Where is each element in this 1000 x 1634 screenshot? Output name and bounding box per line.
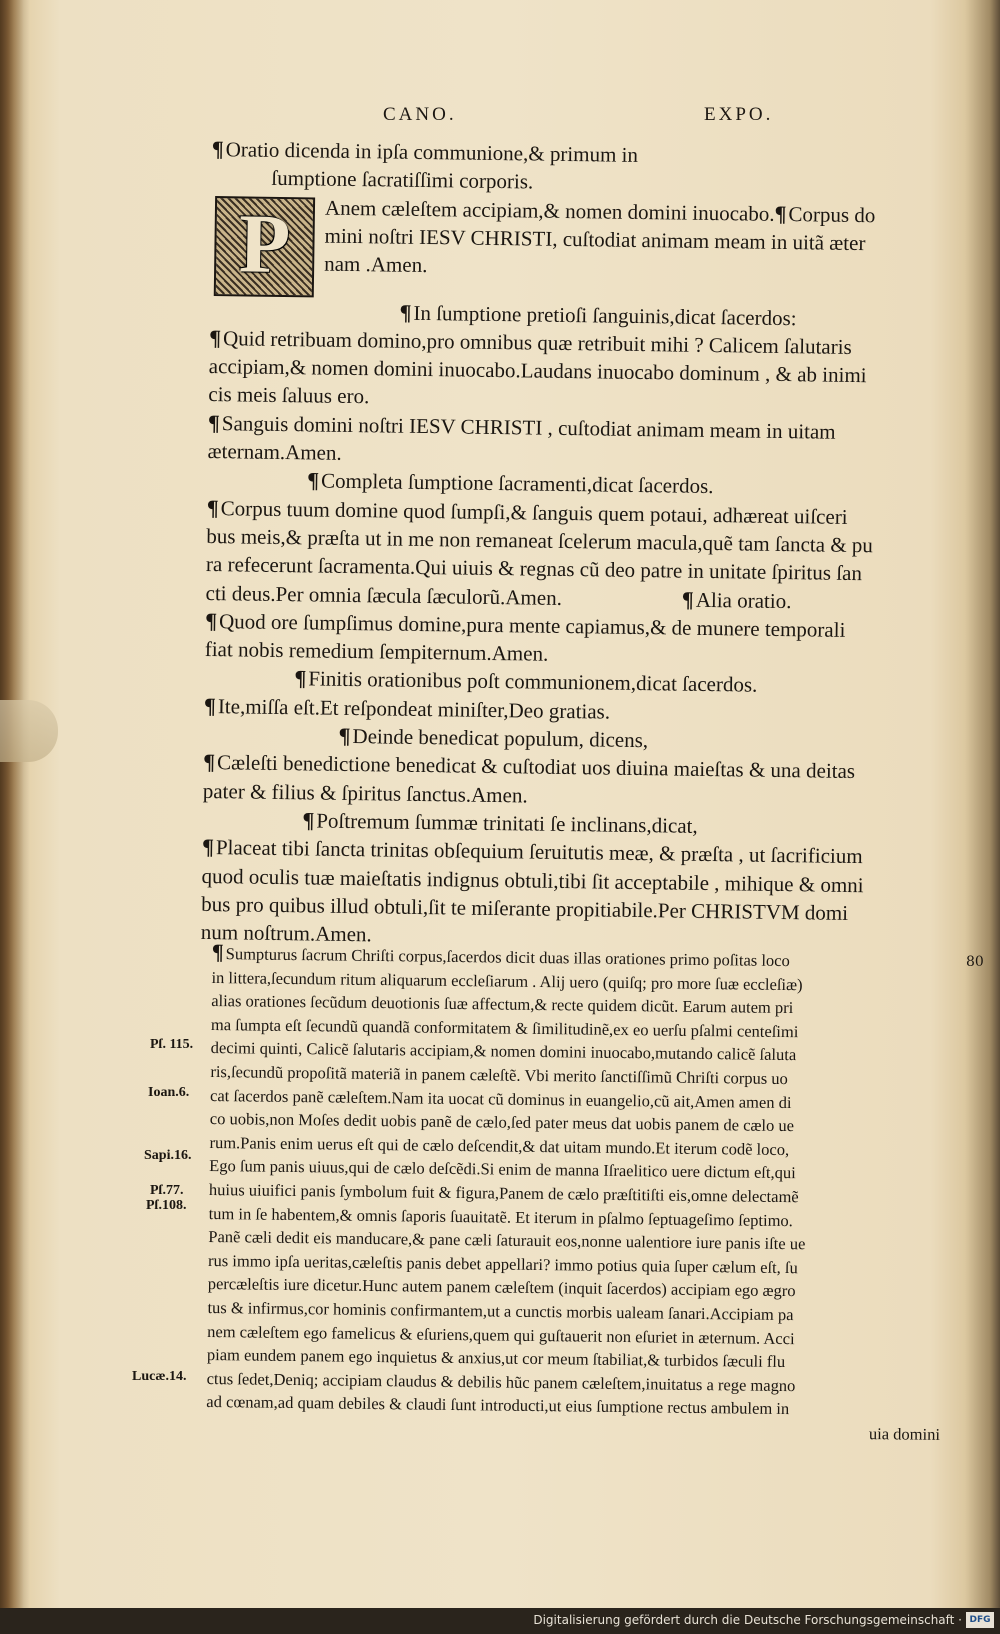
marginal-reference: Pſ.77.: [150, 1183, 184, 1198]
paragraph-mark-icon: ¶: [207, 409, 221, 435]
text-line: num noſtrum.Amen.: [200, 920, 372, 947]
text-line: ¶Finitis orationibus poſt communionem,dicat ſacerdos.: [294, 665, 758, 698]
commentary-line: huius uiuifici panis ſymbolum fuit & figura,Panem de cælo præſtitiſti eis,omne delectamẽ: [208, 1179, 799, 1207]
paragraph-mark-icon: ¶: [211, 939, 224, 965]
paragraph-mark-icon: ¶: [203, 692, 217, 718]
text-line: ¶Corpus tuum domine quod ſumpſi,& ſanguis quem potaui, adhæreat uiſceri: [206, 494, 848, 529]
decorated-initial: P: [214, 196, 315, 297]
commentary-line: alias orationes ſecũdum deuotionis ſuæ affectum,& recte quidem dicũt. Earum autem pri: [211, 991, 794, 1018]
commentary-line: ma ſumpta eſt ſecundũ quandã conformitatem & ſimilitudinẽ,ex eo uerſu pſalmi centeſimi: [210, 1014, 799, 1041]
text-line: nam .Amen.: [324, 251, 428, 278]
paragraph-mark-icon: ¶: [338, 722, 351, 749]
commentary-line: rum.Panis enim uerus eſt qui de cælo deſcendit,& dat uitam mundo.Et iterum codẽ loco,: [209, 1132, 790, 1159]
text-line: mini noſtri IESV CHRISTI, cuſtodiat animam meam in uitã æter: [324, 223, 866, 256]
running-head-right: EXPO.: [704, 104, 774, 125]
paragraph-mark-icon: ¶: [203, 749, 216, 775]
text-line: bus meis,& præſta ut in me non remaneat ſcelerum macula,quẽ tam ſancta & pu: [206, 523, 874, 558]
text-line: ¶Quod ore ſumpſimus domine,pura mente capiamus,& de munere temporali: [205, 607, 846, 642]
commentary-block: [206, 940, 952, 1446]
text-line: ¶Placeat tibi ſancta trinitas obſequium ſeruitutis meæ, & præſta , ut ſacrificium: [201, 834, 863, 869]
paragraph-mark-icon: ¶: [205, 607, 218, 633]
commentary-line: percæleſtis iure dicetur.Hunc autem panem cæleſtem (inquit ſacerdos) accipiam ego ægro: [207, 1274, 796, 1301]
text-line: ſumptione ſacratiſſimi corporis.: [271, 166, 534, 194]
liturgical-text-block: [201, 135, 952, 957]
text-line: quod oculis tuæ maieſtatis indignus obtuli,tibi ſit acceptabile , mihique & omni: [201, 863, 864, 897]
text-line: ¶Quid retribuam domino,pro omnibus quæ retribuit mihi ? Calicem ſalutaris: [208, 324, 852, 359]
text-line: cti deus.Per omnia ſæcula ſæculorũ.Amen. ¶Alia oratio.: [205, 580, 792, 613]
footer-credit: Digitalisierung gefördert durch die Deutsche Forschungsgemeinschaft ·: [533, 1613, 962, 1627]
commentary-line: ¶ Sumpturus ſacrum Chriſti corpus,ſacerdos dicit duas illas orationes primo poſitas loco: [211, 939, 790, 971]
text-line: Anem cæleſtem accipiam,& nomen domini inuocabo.¶Corpus do: [324, 195, 876, 227]
dfg-logo-icon: DFG: [966, 1612, 994, 1628]
text-line: æternam.Amen.: [207, 439, 342, 465]
text-line: bus pro quibus illud obtuli,ſit te miſerante propitiabile.Per CHRISTVM domi: [201, 891, 849, 925]
text-line: ¶In ſumptione pretioſi ſanguinis,dicat ſacerdos:: [399, 299, 797, 330]
paragraph-mark-icon: ¶: [681, 586, 694, 612]
commentary-line: in littera,ſecundum ritum aliquarum eccleſiarum . Alij uero (quiſq; pro more ſuæ eccleſiæ): [211, 967, 803, 994]
marginal-reference: Pſ. 115.: [150, 1037, 194, 1052]
paragraph-mark-icon: ¶: [774, 200, 787, 226]
marginal-reference: Ioan.6.: [148, 1085, 190, 1100]
commentary-line: cat ſacerdos panẽ cæleſtem.Nam ita uocat cũ dominus in euangelio,cũ ait,Amen amen di: [209, 1085, 792, 1112]
digitization-footer: [0, 1608, 1000, 1634]
commentary-line: ctus ſedet,Deniq; accipiam claudus & debilis hũc panem cæleſtem,inuitatus a rege magno: [206, 1368, 796, 1395]
marginal-reference: Pſ.108.: [146, 1198, 187, 1213]
commentary-line: tus & infirmus,cor hominis confirmantem,ut a cunctis morbis ualeam ſanari.Accipiam pa: [207, 1297, 794, 1325]
folio-number: 80: [966, 954, 984, 970]
paragraph-mark-icon: ¶: [294, 665, 307, 691]
commentary-line: Ego ſum panis uiuus,qui de cælo deſcẽdi.Si enim de manna Iſraelitico uere dictum eſt,qui: [209, 1156, 796, 1183]
marginal-reference: Lucæ.14.: [132, 1369, 187, 1384]
commentary-line: ris,ſecundũ propoſitã materiã in panem cæleſtẽ. Vbi merito ſanctiſſimũ Chriſti corpus uo: [210, 1061, 788, 1089]
paragraph-mark-icon: ¶: [208, 324, 222, 351]
text-line: ¶Completa ſumptione ſacramenti,dicat ſacerdos.: [307, 467, 714, 499]
text-line: cis meis ſaluus ero.: [208, 382, 370, 409]
commentary-line: piam eundem panem ego inquietus & anxius,ut cor meum ſtabiliat,& turbidos ſæculi flu: [206, 1345, 786, 1372]
paragraph-mark-icon: ¶: [302, 807, 315, 833]
text-line: fiat nobis remedium ſempiternum.Amen.: [204, 637, 549, 666]
commentary-line: ad cœnam,ad quam debiles & claudi ſunt introducti,ut eius ſumptione rectus ambulem in: [206, 1392, 790, 1419]
commentary-line: Panẽ cæli dedit eis manducare,& pane cæli ſaturauit eos,nonne ualentiore iure panis iſte ue: [208, 1227, 806, 1254]
binding-shadow: [0, 0, 30, 1608]
paragraph-mark-icon: ¶: [211, 135, 224, 162]
text-line: pater & filius & ſpiritus ſanctus.Amen.: [202, 778, 528, 808]
text-line: ¶Sanguis domini noſtri IESV CHRISTI , cuſtodiat animam meam in uitam: [207, 409, 836, 444]
commentary-line: rus immo ipſa ueritas,cæleſtis panis debet appellari? immo potius quia ſuper cælum eſt, ſu: [207, 1250, 798, 1277]
running-head-left: CANO.: [383, 104, 457, 125]
commentary-line: tum in ſe habentem,& omnis ſaporis ſuauitatẽ. Et iterum in pſalmo ſeptuageſimo ſeptimo.: [208, 1203, 794, 1230]
commentary-line: uia domini: [868, 1423, 941, 1444]
marginal-reference: Sapi.16.: [144, 1148, 192, 1163]
paragraph-mark-icon: ¶: [201, 834, 215, 860]
text-line: ¶Deinde benedicat populum, dicens,: [338, 722, 649, 753]
paragraph-mark-icon: ¶: [399, 299, 412, 325]
paragraph-mark-icon: ¶: [307, 467, 320, 493]
commentary-line: co uobis,non Moſes dedit uobis panẽ de cælo,ſed pater meus dat uobis panem de cælo ue: [209, 1109, 795, 1136]
text-line: accipiam,& nomen domini inuocabo.Laudans inuocabo dominum , & ab inimi: [208, 354, 867, 388]
commentary-line: decimi quinti, Calicẽ ſalutaris accipiam,& nomen domini inuocabo,mutando calicẽ ſaluta: [210, 1038, 797, 1065]
page-clasp-mark: [0, 700, 58, 762]
commentary-line: nem cæleſtem ego famelicus & eſuriens,quem qui guſtauerit non eſuriet in æternum. Acci: [207, 1321, 795, 1348]
paragraph-mark-icon: ¶: [206, 494, 219, 520]
text-line: ¶Ite,miſſa eſt.Et reſpondeat miniſter,Deo gratias.: [203, 692, 611, 724]
text-line: ¶Poſtremum ſummæ trinitati ſe inclinans,dicat,: [302, 807, 698, 838]
text-line: ¶Oratio dicenda in ipſa communione,& primum in: [211, 135, 639, 167]
text-line: ra refecerunt ſacramenta.Qui uiuis & regnas cũ deo patre in unitate ſpiritus ſan: [205, 552, 863, 586]
text-line: ¶Cæleſti benedictione benedicat & cuſtodiat uos diuina maieſtas & una deitas: [203, 749, 856, 784]
